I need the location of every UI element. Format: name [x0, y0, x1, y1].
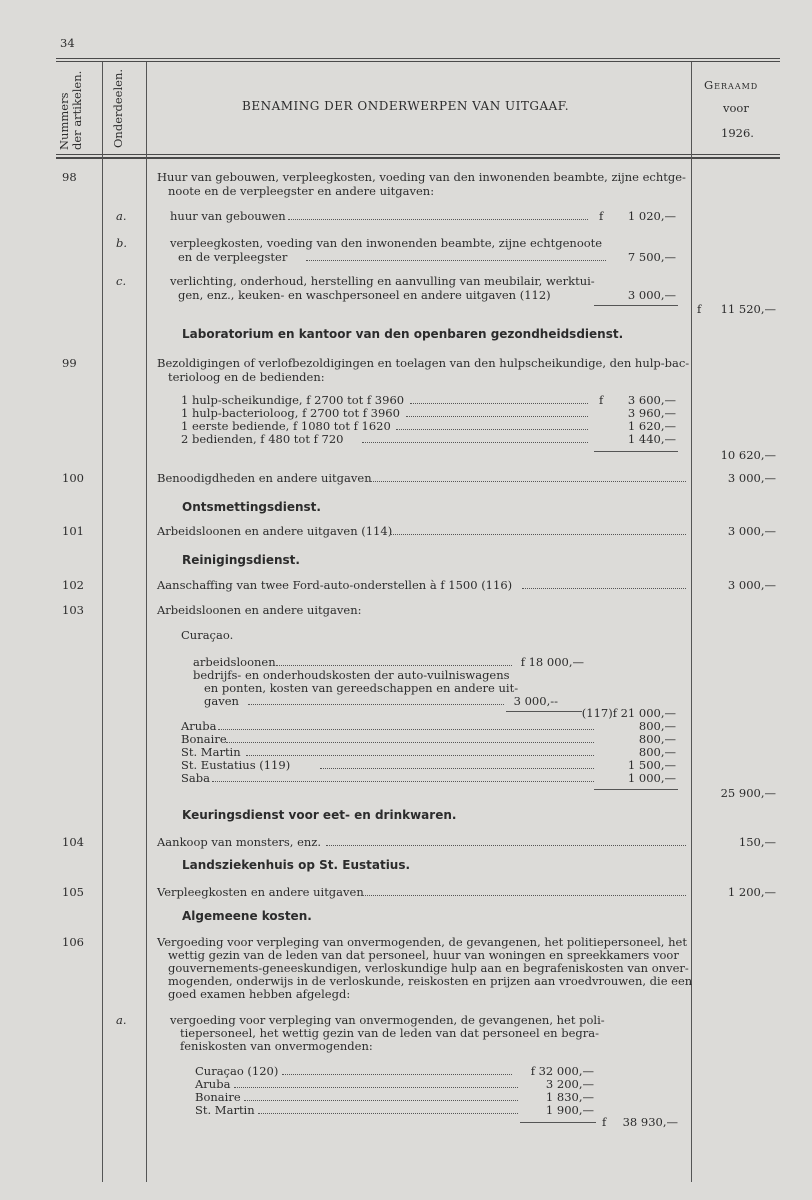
sum-rule [520, 1122, 596, 1123]
article-number-103: 103 [62, 603, 84, 617]
florin-sign: f [697, 302, 702, 316]
article-104-text: Aankoop van monsters, enz. [157, 835, 322, 849]
article-103-aruba: Aruba [181, 719, 217, 733]
article-103-bedrijfs2: en ponten, kosten van gereedschappen en andere uit- [204, 681, 519, 695]
amount: 1 830,— [545, 1090, 594, 1104]
article-103-line1: Arbeidsloonen en andere uitgaven: [157, 603, 362, 617]
article-103-subtotal: (117)f 21 000,— [581, 706, 676, 720]
amount: 1 900,— [545, 1103, 594, 1117]
article-103-bedrijfs1: bedrijfs- en onderhoudskosten der auto-vuilniswagens [193, 668, 510, 682]
leader-dots [522, 588, 686, 589]
article-106-line4: mogenden, onderwijs in de verloskunde, reiskosten en prijzen aan vroedvrouwen, die een [168, 974, 693, 988]
leader-dots [320, 768, 594, 769]
part-label-a: a. [116, 209, 127, 223]
part-label-a: a. [116, 1013, 127, 1027]
leader-dots [276, 665, 512, 666]
leader-dots [362, 442, 588, 443]
article-103-bedrijfs3: gaven [204, 694, 239, 708]
amount: 1 020,— [627, 209, 676, 223]
amount: f 32 000,— [530, 1064, 594, 1078]
header-top-rule [56, 58, 780, 59]
article-98-b-text2: en de verpleegster [178, 250, 288, 264]
article-106-line1: Vergoeding voor verpleging van onvermogenden, de gevangenen, het politiepersoneel, het [157, 935, 687, 949]
article-106-line3: gouvernements-geneeskundigen, verloskundige hulp aan en begrafeniskosten van onver- [168, 961, 689, 975]
leader-dots [234, 1087, 518, 1088]
article-106-line2: wettig gezin van de leden van dat personeel, huur van woningen en spreekkamers voor [168, 948, 679, 962]
article-104-total: 150,— [738, 835, 776, 849]
amount: 1 440,— [627, 432, 676, 446]
article-103-curacao: Curaçao. [181, 628, 234, 642]
leader-dots [226, 742, 594, 743]
header-bottom-rule-2 [56, 157, 780, 159]
section-heading-algemeene: Algemeene kosten. [182, 909, 312, 923]
article-106-martin: St. Martin [195, 1103, 255, 1117]
leader-dots [396, 429, 588, 430]
florin-sign: f [602, 1115, 607, 1129]
article-99-item4: 2 bedienden, f 480 tot f 720 [181, 432, 344, 446]
amount: 3 600,— [627, 393, 676, 407]
article-106-aruba: Aruba [195, 1077, 231, 1091]
section-heading-ontsmetting: Ontsmettingsdienst. [182, 500, 321, 514]
article-105-text: Verpleegkosten en andere uitgaven [157, 885, 364, 899]
article-102-text: Aanschaffing van twee Ford-auto-onderstellen à f 1500 (116) [157, 578, 513, 592]
article-98-line1: Huur van gebouwen, verpleegkosten, voeding van den inwonenden beambte, zijne echtge- [157, 170, 686, 184]
amount: 800,— [638, 745, 676, 759]
article-103-arbeidsloonen: arbeidsloonen [193, 655, 276, 669]
article-106-curacao: Curaçao (120) [195, 1064, 279, 1078]
col-divider-1 [102, 62, 103, 1182]
article-98-c-text2: gen, enz., keuken- en waschpersoneel en andere uitgaven (112) [178, 288, 551, 302]
article-106-line5: goed examen hebben afgelegd: [168, 987, 351, 1001]
header-top-rule-2 [56, 61, 780, 62]
amount: 3 000,-- [513, 694, 558, 708]
col-divider-3 [691, 62, 692, 1182]
leader-dots [366, 481, 686, 482]
article-99-item3: 1 eerste bediende, f 1080 tot f 1620 [181, 419, 391, 433]
article-99-line2: terioloog en de bedienden: [168, 370, 325, 384]
article-106-a-subtotal: 38 930,— [622, 1115, 678, 1129]
header-bottom-rule [56, 154, 780, 155]
amount: 3 200,— [545, 1077, 594, 1091]
amount: f 18 000,— [520, 655, 584, 669]
article-100-text: Benoodigdheden en andere uitgaven [157, 471, 372, 485]
article-103-eustatius: St. Eustatius (119) [181, 758, 291, 772]
article-number-101: 101 [62, 524, 84, 538]
article-103-bonaire: Bonaire [181, 732, 227, 746]
leader-dots [326, 845, 686, 846]
leader-dots [258, 1113, 518, 1114]
part-label-c: c. [116, 274, 127, 288]
header-year: 1926. [721, 126, 754, 140]
article-106-a-line2: tiepersoneel, het wettig gezin van de leden van dat personeel en begra- [180, 1026, 599, 1040]
header-onderdeelen: Onderdeelen. [111, 68, 125, 148]
article-99-item2: 1 hulp-bacterioloog, f 2700 tot f 3960 [181, 406, 400, 420]
leader-dots [410, 403, 588, 404]
amount: 1 500,— [627, 758, 676, 772]
leader-dots [282, 1074, 512, 1075]
article-99-item1: 1 hulp-scheikundige, f 2700 tot f 3960 [181, 393, 405, 407]
article-number-102: 102 [62, 578, 84, 592]
article-103-martin: St. Martin [181, 745, 241, 759]
amount: 7 500,— [627, 250, 676, 264]
article-number-104: 104 [62, 835, 84, 849]
article-106-bonaire: Bonaire [195, 1090, 241, 1104]
leader-dots [306, 260, 606, 261]
part-label-b: b. [116, 236, 128, 250]
article-number-98: 98 [62, 170, 77, 184]
header-nummers: Nummers der artikelen. [57, 70, 84, 150]
header-voor: voor [723, 101, 749, 115]
leader-dots [212, 781, 594, 782]
amount: 800,— [638, 719, 676, 733]
article-99-line1: Bezoldigingen of verlofbezoldigingen en toelagen van den hulpscheikundige, den hulp-bac- [157, 356, 690, 370]
article-102-total: 3 000,— [727, 578, 776, 592]
amount: 3 000,— [627, 288, 676, 302]
article-103-total: 25 900,— [720, 786, 776, 800]
page-number: 34 [60, 36, 75, 50]
article-number-105: 105 [62, 885, 84, 899]
leader-dots [406, 416, 588, 417]
section-heading-reiniging: Reinigingsdienst. [182, 553, 300, 567]
leader-dots [288, 219, 588, 220]
leader-dots [390, 534, 686, 535]
article-98-c-text1: verlichting, onderhoud, herstelling en aanvulling van meubilair, werktui- [170, 274, 595, 288]
article-98-b-text1: verpleegkosten, voeding van den inwonenden beambte, zijne echtgenoote [170, 236, 603, 250]
article-number-99: 99 [62, 356, 77, 370]
florin-sign: f [599, 393, 604, 407]
article-103-saba: Saba [181, 771, 210, 785]
amount: 1 000,— [627, 771, 676, 785]
section-heading-laboratorium: Laboratorium en kantoor van den openbaren gezondheidsdienst. [182, 327, 624, 341]
sum-rule [594, 789, 678, 790]
section-heading-landsziekenhuis: Landsziekenhuis op St. Eustatius. [182, 858, 411, 872]
sum-rule [594, 451, 678, 452]
article-99-total: 10 620,— [720, 448, 776, 462]
leader-dots [246, 755, 594, 756]
sum-rule [594, 305, 678, 306]
article-106-a-line3: feniskosten van onvermogenden: [180, 1039, 373, 1053]
article-100-total: 3 000,— [727, 471, 776, 485]
leader-dots [218, 729, 594, 730]
amount: 800,— [638, 732, 676, 746]
header-benaming: BENAMING DER ONDERWERPEN VAN UITGAAF. [242, 99, 570, 113]
leader-dots [248, 704, 504, 705]
amount: 1 620,— [627, 419, 676, 433]
amount: 3 960,— [627, 406, 676, 420]
article-number-100: 100 [62, 471, 84, 485]
leader-dots [362, 895, 686, 896]
florin-sign: f [599, 209, 604, 223]
col-divider-2 [146, 62, 147, 1182]
article-98-line2: noote en de verpleegster en andere uitgaven: [168, 184, 435, 198]
article-101-text: Arbeidsloonen en andere uitgaven (114) [157, 524, 393, 538]
article-98-total: 11 520,— [720, 302, 776, 316]
header-geraamd: Geraamd [704, 78, 759, 92]
article-106-a-line1: vergoeding voor verpleging van onvermogenden, de gevangenen, het poli- [170, 1013, 605, 1027]
article-98-a-text: huur van gebouwen [170, 209, 286, 223]
section-heading-keuringsdienst: Keuringsdienst voor eet- en drinkwaren. [182, 808, 457, 822]
leader-dots [244, 1100, 518, 1101]
article-number-106: 106 [62, 935, 84, 949]
article-105-total: 1 200,— [727, 885, 776, 899]
article-101-total: 3 000,— [727, 524, 776, 538]
